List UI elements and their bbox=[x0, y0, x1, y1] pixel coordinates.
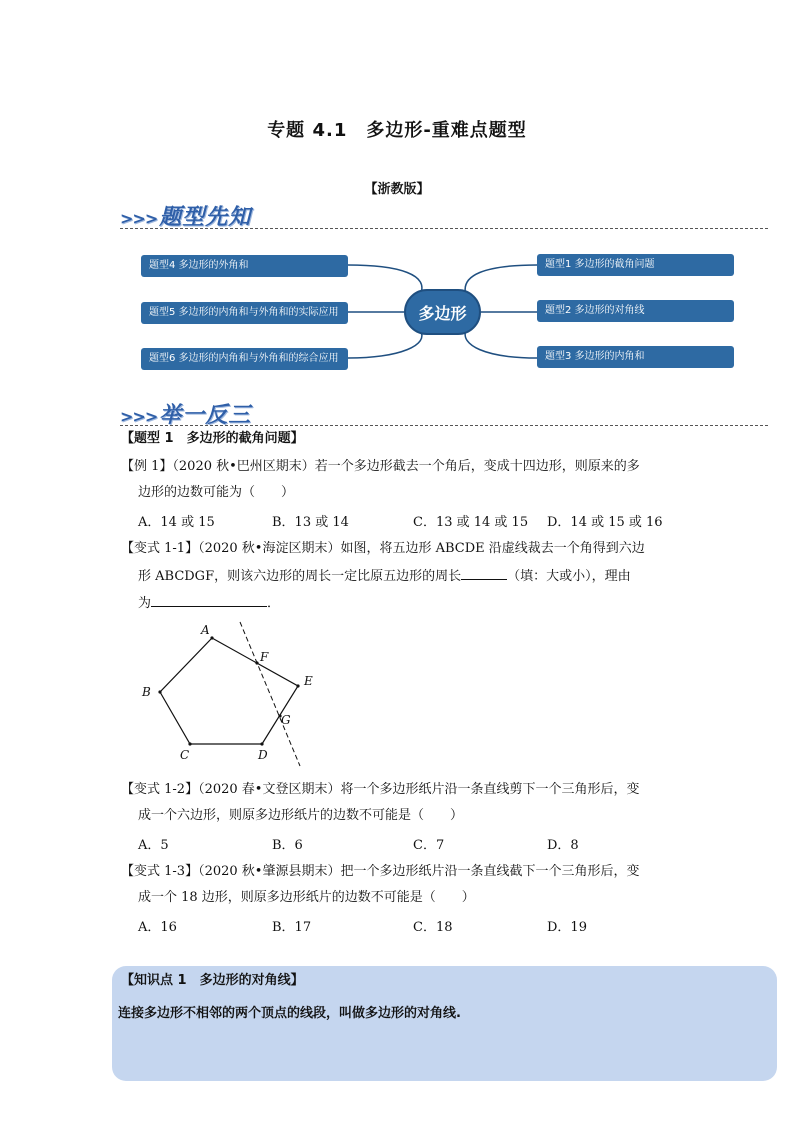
label-f: F bbox=[260, 650, 269, 664]
page-title: 专题 4.1 多边形-重难点题型 bbox=[267, 120, 527, 141]
variant13-line1: 【变式 1-3】（2020 秋•肇源县期末）把一个多边形纸片沿一条直线截下一个三角形后，变 bbox=[121, 864, 640, 879]
answer-blank-2[interactable] bbox=[151, 594, 267, 607]
connector-left-3 bbox=[348, 330, 422, 358]
variant11-line2 bbox=[138, 567, 631, 586]
answer-blank-1[interactable] bbox=[461, 567, 507, 580]
variant11-line3-text: 为 bbox=[138, 596, 152, 611]
label-e: E bbox=[304, 674, 313, 688]
mindmap-center-node: 多边形 bbox=[404, 289, 481, 335]
variant11-line3-tail: ． bbox=[267, 596, 281, 611]
type1-heading: 【题型 1 多边形的截角问题】 bbox=[121, 431, 304, 446]
variant12-option-d: D．8 bbox=[547, 838, 579, 853]
variant12-option-c: C．7 bbox=[413, 838, 445, 853]
edition-label: 【浙教版】 bbox=[364, 182, 430, 197]
banner-arrows: >>> bbox=[120, 209, 158, 228]
label-g: G bbox=[281, 713, 291, 727]
section-divider bbox=[120, 425, 768, 426]
example1-line1: 【例 1】（2020 秋•巴州区期末）若一个多边形截去一个角后，变成十四边形，则原来的多 bbox=[121, 459, 640, 474]
example1-option-d: D．14 或 15 或 16 bbox=[547, 515, 663, 530]
example1-option-c: C．13 或 14 或 15 bbox=[413, 515, 529, 530]
mindmap-node-type5: 题型5 多边形的内角和与外角和的实际应用 bbox=[141, 302, 348, 324]
connector-left-1 bbox=[348, 265, 422, 295]
mindmap-node-type6: 题型6 多边形的内角和与外角和的综合应用 bbox=[141, 348, 348, 370]
variant13-line2: 成一个 18 边形，则原多边形纸片的边数不可能是（ ） bbox=[138, 890, 475, 905]
mindmap-node-type3: 题型3 多边形的内角和 bbox=[537, 346, 734, 368]
knowledge-text: 连接多边形不相邻的两个顶点的线段，叫做多边形的对角线. bbox=[118, 1006, 461, 1021]
label-b: B bbox=[142, 685, 151, 699]
variant11-line2-text: 形 ABCDGF，则该六边形的周长一定比原五边形的周长 bbox=[138, 569, 462, 584]
variant11-line1: 【变式 1-1】（2020 秋•海淀区期末）如图，将五边形 ABCDE 沿虚线裁去一个角得到六边 bbox=[121, 541, 645, 556]
knowledge-title: 【知识点 1 多边形的对角线】 bbox=[121, 973, 304, 988]
label-a: A bbox=[201, 623, 210, 637]
variant12-option-b: B．6 bbox=[272, 838, 303, 853]
label-c: C bbox=[180, 748, 190, 762]
mindmap-node-type2: 题型2 多边形的对角线 bbox=[537, 300, 734, 322]
banner-arrows: >>> bbox=[120, 407, 158, 426]
pentagon-figure bbox=[130, 618, 330, 768]
banner-label: 举一反三 bbox=[159, 403, 252, 428]
mindmap-connectors bbox=[0, 0, 794, 400]
variant13-option-a: A．16 bbox=[138, 920, 177, 935]
variant12-line2: 成一个六边形，则原多边形纸片的边数不可能是（ ） bbox=[138, 808, 464, 823]
variant12-option-a: A．5 bbox=[138, 838, 169, 853]
example1-option-a: A．14 或 15 bbox=[138, 515, 215, 530]
variant11-line2-tail: （填：大或小），理由 bbox=[507, 569, 631, 584]
example1-line2: 边形的边数可能为（ ） bbox=[138, 485, 295, 500]
variant13-option-b: B．17 bbox=[272, 920, 312, 935]
pentagon-abcde bbox=[160, 638, 298, 744]
variant12-line1: 【变式 1-2】（2020 春•文登区期末）将一个多边形纸片沿一条直线剪下一个三角形后，变 bbox=[121, 782, 640, 797]
connector-right-3 bbox=[465, 330, 537, 358]
variant13-option-c: C．18 bbox=[413, 920, 453, 935]
variant13-option-d: D．19 bbox=[547, 920, 587, 935]
banner-label: 题型先知 bbox=[159, 205, 252, 230]
connector-right-1 bbox=[465, 265, 537, 295]
variant11-line3 bbox=[138, 594, 280, 613]
example1-option-b: B．13 或 14 bbox=[272, 515, 349, 530]
mindmap-node-type4: 题型4 多边形的外角和 bbox=[141, 255, 348, 277]
label-d: D bbox=[258, 748, 268, 762]
mindmap-node-type1: 题型1 多边形的截角问题 bbox=[537, 254, 734, 276]
